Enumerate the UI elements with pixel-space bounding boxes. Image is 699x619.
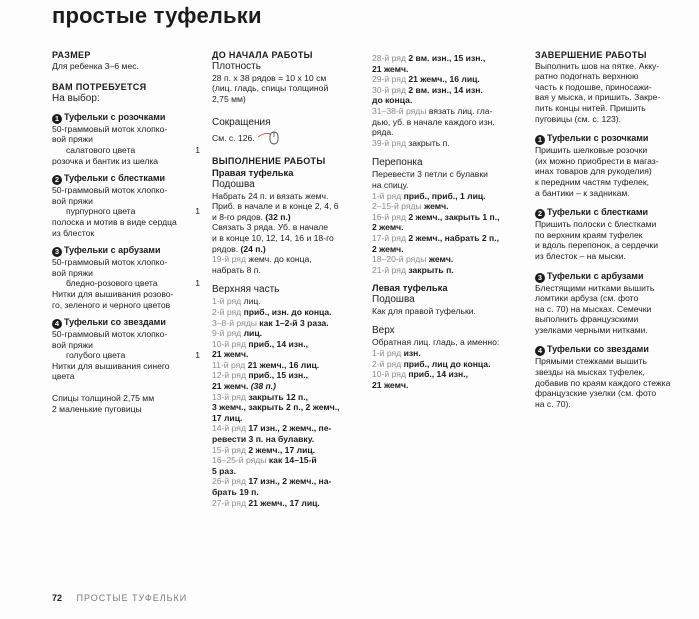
material-line: 50-граммовый моток хлопко-: [52, 185, 168, 196]
row-label: 16-й ряд: [372, 211, 406, 222]
instruction-line: [212, 212, 367, 223]
material-qty: 1: [195, 278, 200, 289]
instruction-text: жемч. до конца,: [245, 254, 312, 265]
left-shoe-heading: Левая туфелька: [372, 282, 448, 294]
variant-heading: [52, 173, 200, 185]
instruction-bold: приб., лиц до конца.: [401, 358, 491, 369]
density-text: [212, 73, 367, 105]
column-continued: [372, 53, 522, 390]
abbr-line: [212, 129, 367, 145]
variant-heading: [535, 344, 683, 356]
size-text: Для ребенка 3–6 мес.: [52, 60, 139, 71]
right-shoe-heading: Правая туфелька: [212, 166, 294, 178]
material-qty: 1: [195, 206, 200, 217]
material-color: бледно-розового цвета: [66, 278, 158, 289]
work-heading: ВЫПОЛНЕНИЕ РАБОТЫ: [212, 156, 326, 167]
instruction-text: рядов.: [212, 243, 241, 254]
instruction-line: [372, 106, 522, 117]
extra-line: Спицы толщиной 2,75 мм: [52, 393, 155, 404]
instruction-bold: как 14–15-й: [266, 455, 317, 466]
finish-variant-line: Пришить полоски с блестками: [535, 219, 657, 230]
instruction-bold: 5 раз.: [212, 465, 236, 476]
instruction-line: [372, 53, 522, 64]
row-label: 10-й ряд: [372, 369, 406, 380]
instruction-line: [212, 381, 367, 392]
instruction-text: и в конце 10, 12, 14, 16 и 18-го: [212, 232, 334, 243]
abbr-subheading: Сокращения: [212, 117, 271, 129]
variant-name: Туфельки с арбузами: [64, 245, 161, 256]
instruction-line: [372, 191, 522, 202]
instruction-text: Набрать 24 п. и вязать жемч.: [212, 190, 329, 201]
instruction-line: [212, 487, 367, 498]
material-line: вой пряжи: [52, 134, 93, 145]
finish-text: [535, 61, 683, 125]
number-badge-icon: 1: [52, 114, 62, 124]
strap-subheading: Перепонка: [372, 157, 423, 169]
variant-name: Туфельки с розочками: [64, 111, 166, 122]
instruction-bold: (24 п.): [240, 243, 266, 254]
instruction-line: [372, 95, 522, 106]
instruction-bold: закрыть 12 п.,: [245, 391, 308, 402]
finish-heading: ЗАВЕРШЕНИЕ РАБОТЫ: [535, 50, 647, 60]
finish-line: пить концы нитей. Пришить: [535, 102, 646, 113]
instruction-line: [372, 222, 522, 233]
finish-variant-line: по верхним краям туфелек: [535, 229, 643, 240]
instruction-text: закрыть п.: [405, 137, 450, 148]
instruction-line: [212, 349, 367, 360]
upper-subheading: Верхняя часть: [212, 284, 280, 296]
instruction-bold: 21 жемч., 16 лиц.: [245, 359, 320, 370]
material-line: полоска и мотив в виде сердца: [52, 216, 177, 227]
row-label: 11-й ряд: [212, 359, 246, 370]
finish-variant-line: (их можно приобрести в магаз-: [535, 155, 659, 166]
instruction-bold: 2 вм. изн., 15 изн.,: [405, 53, 486, 63]
density-line: 28 п. х 38 рядов = 10 х 10 см: [212, 72, 327, 83]
left-sole-subheading: Подошва: [372, 293, 415, 305]
variant-name: Туфельки с блестками: [547, 207, 649, 218]
row-label: 16–25-й ряды: [212, 455, 267, 466]
row-label: 13-й ряд: [212, 391, 246, 402]
row-label: 29-й ряд: [372, 74, 406, 85]
size-heading: РАЗМЕР: [52, 50, 91, 60]
instruction-bold: приб., изн. до конца.: [241, 306, 332, 317]
number-badge-icon: 3: [52, 247, 62, 257]
upper-continued: [372, 53, 522, 148]
instruction-line: [212, 222, 367, 233]
strap-instructions: [372, 169, 522, 275]
finish-variants: [535, 133, 683, 409]
row-label: 31–38-й ряды: [372, 105, 427, 116]
finish-variant-line: на с. 70) на мысках. Семечки: [535, 303, 652, 314]
number-badge-icon: 1: [535, 135, 545, 145]
need-heading: ВАМ ПОТРЕБУЕТСЯ: [52, 82, 147, 93]
variant-heading: [52, 112, 200, 124]
row-label: 3–8-й ряды: [212, 317, 257, 328]
instruction-bold: приб., 15 изн.,: [245, 370, 309, 381]
instruction-bold: закрыть п.: [405, 264, 454, 275]
stitch-count: (38 п.): [250, 381, 277, 392]
instruction-bold: приб., приб., 1 лиц.: [401, 190, 486, 201]
finish-variant-line: к передним частям туфелек,: [535, 176, 649, 187]
abbr-text: См. с. 126.: [212, 133, 255, 144]
instruction-bold: 17 изн., 2 жемч., пе-: [245, 423, 332, 434]
finish-variant-line: добавив по краям каждого стежка: [535, 377, 671, 388]
instruction-bold: жемч.: [426, 254, 454, 265]
page-footer: [52, 593, 187, 603]
material-row: [52, 145, 200, 156]
instruction-bold: 3 жемч., закрыть 2 п., 2 жемч.,: [212, 402, 340, 413]
instruction-line: [212, 360, 367, 371]
row-label: 39-й ряд: [372, 137, 406, 148]
material-line: 50-граммовый моток хлопко-: [52, 257, 168, 268]
row-label: 2-й ряд: [372, 358, 402, 369]
finish-variant-line: а бантики – к задникам.: [535, 187, 630, 198]
material-color: салатового цвета: [66, 144, 136, 155]
row-label: 17-й ряд: [372, 232, 406, 243]
number-badge-icon: 4: [535, 346, 545, 356]
finish-variant-line: французские узелки (см. фото: [535, 388, 657, 399]
instruction-text: и 8-го рядов.: [212, 211, 266, 222]
variant-name: Туфельки с розочками: [547, 133, 649, 144]
extra-materials: [52, 393, 200, 414]
material-line: вой пряжи: [52, 339, 93, 350]
instruction-bold: 21 жемч.: [372, 379, 409, 390]
instruction-line: [372, 359, 522, 370]
instruction-line: [212, 392, 367, 403]
instruction-bold: приб., 14 изн.,: [245, 338, 309, 349]
instruction-line: [212, 413, 367, 424]
instruction-line: [372, 212, 522, 223]
finish-variant-line: Блестящими нитками вышить: [535, 282, 655, 293]
finish-line: ратно подогнать верхнюю: [535, 71, 639, 82]
instruction-line: [212, 191, 367, 202]
instruction-bold: жемч.: [421, 201, 449, 212]
instruction-line: [212, 296, 367, 307]
finish-variant-line: звезды на мысках туфелек,: [535, 367, 645, 378]
instruction-bold: ревести 3 п. на булавку.: [212, 434, 315, 445]
variant-heading: [535, 207, 683, 219]
row-label: 30-й ряд: [372, 84, 406, 95]
instruction-bold: изн.: [401, 348, 421, 359]
row-label: 1-й ряд: [212, 296, 242, 307]
instruction-line: [372, 265, 522, 276]
instruction-line: [212, 318, 367, 329]
material-qty: 1: [195, 350, 200, 361]
column-finishing: [535, 50, 683, 409]
variant-name: Туфельки со звездами: [547, 344, 649, 355]
instruction-bold: 21 жемч., 17 лиц.: [245, 497, 320, 508]
instruction-line: [372, 138, 522, 149]
instruction-line: [372, 64, 522, 75]
finish-variant-line: ломтики арбуза (см. фото: [535, 293, 639, 304]
variant-name: Туфельки с арбузами: [547, 270, 644, 281]
before-heading: ДО НАЧАЛА РАБОТЫ: [212, 50, 313, 60]
finish-variant-line: инах товаров для рукоделия): [535, 166, 652, 177]
instruction-text: дью, уб. в начале каждого изн.: [372, 116, 495, 127]
row-label: 18–20-й ряды: [372, 254, 427, 265]
number-badge-icon: 4: [52, 319, 62, 329]
instruction-bold: 2 жемч.: [372, 243, 404, 254]
footer-title: ПРОСТЫЕ ТУФЕЛЬКИ: [76, 593, 188, 603]
left-sole-text: Как для правой туфельки.: [372, 305, 476, 316]
finish-variant-line: на с. 70).: [535, 398, 571, 409]
instruction-bold: 2 жемч., закрыть 1 п.,: [405, 211, 500, 222]
instruction-bold: 17 лиц.: [212, 412, 243, 423]
sole-instructions: [212, 191, 367, 276]
variant-heading: [52, 317, 200, 329]
instruction-text: на спицу.: [372, 179, 409, 190]
row-label: 12-й ряд: [212, 370, 246, 381]
density-line: 2,75 мм): [212, 93, 246, 104]
material-row: [52, 350, 200, 361]
number-badge-icon: 3: [535, 273, 545, 283]
instruction-line: [212, 466, 367, 477]
instruction-line: [212, 339, 367, 350]
instruction-bold: 2 жемч., набрать 2 п.,: [405, 232, 499, 243]
page-number: 72: [52, 593, 63, 603]
instruction-text: вязать лиц. гла-: [426, 105, 493, 116]
instruction-line: [372, 127, 522, 138]
instruction-line: [372, 85, 522, 96]
row-label: 15-й ряд: [212, 444, 246, 455]
instruction-line: [212, 402, 367, 413]
material-line: го, зеленого и черного цветов: [52, 299, 171, 310]
material-line: вой пряжи: [52, 195, 93, 206]
instruction-bold: 17 изн., 2 жемч., на-: [245, 476, 332, 487]
sole-subheading: Подошва: [212, 178, 255, 190]
instruction-line: [372, 201, 522, 212]
material-line: вой пряжи: [52, 267, 93, 278]
material-line: 50-граммовый моток хлопко-: [52, 329, 168, 340]
instruction-text: Перевести 3 петли с булавки: [372, 169, 488, 180]
instruction-line: [212, 233, 367, 244]
finish-line: вая у мыска, и пришить. Закре-: [535, 92, 661, 103]
finish-line: часть к подошве, приносажи-: [535, 81, 652, 92]
material-color: голубого цвета: [66, 350, 126, 361]
material-line: из блесток: [52, 227, 95, 238]
column-before-work: [212, 50, 367, 508]
number-badge-icon: 2: [52, 175, 62, 185]
instruction-bold: до конца.: [372, 95, 413, 106]
variant-heading: [535, 133, 683, 145]
instruction-line: [372, 180, 522, 191]
instruction-bold: приб., 14 изн.,: [405, 369, 469, 380]
row-label: 21-й ряд: [372, 264, 406, 275]
row-label: 10-й ряд: [212, 338, 246, 349]
density-subheading: Плотность: [212, 60, 261, 72]
variant-heading: [52, 245, 200, 257]
instruction-line: [372, 233, 522, 244]
mouse-cursor-icon: [258, 129, 282, 145]
instruction-bold: брать 19 п.: [212, 487, 259, 497]
finish-line: Выполнить шов на пятке. Акку-: [535, 60, 660, 71]
instruction-bold: 21 жемч.: [372, 63, 409, 74]
material-line: розочка и бантик из шелка: [52, 155, 159, 166]
instruction-line: [372, 369, 522, 380]
column-materials: [52, 50, 200, 414]
instruction-bold: 2 вм. изн., 14 изн.: [405, 84, 483, 95]
need-subheading: На выбор:: [52, 92, 100, 104]
row-label: 9-й ряд: [212, 328, 242, 339]
instruction-line: [372, 74, 522, 85]
instruction-line: [212, 265, 367, 276]
instruction-line: [212, 254, 367, 265]
material-color: пурпурного цвета: [66, 206, 136, 217]
instruction-bold: 21 жемч.: [212, 349, 249, 360]
instruction-text: Связать 3 ряда. Уб. в начале: [212, 222, 329, 233]
row-label: 2-й ряд: [212, 306, 242, 317]
material-line: 50-граммовый моток хлопко-: [52, 123, 168, 134]
top-subheading: Верх: [372, 325, 395, 337]
instruction-text: лиц.: [241, 296, 261, 307]
variant-heading: [535, 271, 683, 283]
finish-variant-line: и вдоль перепонок, а сердечки: [535, 240, 658, 251]
instruction-bold: 2 жемч., 17 лиц.: [245, 444, 316, 455]
row-label: 2–15-й ряды: [372, 201, 422, 212]
materials-list: [52, 112, 200, 382]
top-text: Обратная лиц. гладь, а именно:: [372, 337, 500, 348]
variant-name: Туфельки со звездами: [64, 317, 166, 328]
instruction-line: [372, 254, 522, 265]
material-line: Нитки для вышивания розово-: [52, 288, 174, 299]
instruction-line: [212, 307, 367, 318]
number-badge-icon: 2: [535, 209, 545, 219]
instruction-line: [212, 201, 367, 212]
finish-variant-line: узелками черными нитками.: [535, 324, 648, 335]
row-label: 19-й ряд: [212, 254, 246, 265]
finish-variant-line: Прямыми стежками вышить: [535, 356, 647, 367]
variant-name: Туфельки с блестками: [64, 173, 166, 184]
instruction-line: [372, 348, 522, 359]
instruction-line: [212, 328, 367, 339]
material-row: [52, 278, 200, 289]
instruction-line: [372, 244, 522, 255]
instruction-bold: 2 жемч.: [372, 222, 404, 233]
finish-line: пуговицы (см. с. 123).: [535, 113, 622, 124]
instruction-line: [212, 476, 367, 487]
instruction-line: [212, 434, 367, 445]
row-label: 14-й ряд: [212, 423, 246, 434]
instruction-line: [212, 244, 367, 255]
row-label: 1-й ряд: [372, 348, 402, 359]
density-line: (лиц. гладь, спицы толщиной: [212, 83, 329, 94]
instruction-line: [372, 380, 522, 391]
instruction-bold: 21 жемч., 16 лиц.: [405, 74, 480, 85]
instruction-line: [212, 423, 367, 434]
instruction-text: набрать 8 п.: [212, 264, 261, 275]
instruction-text: ряда.: [372, 127, 394, 138]
instruction-line: [212, 445, 367, 456]
row-label: 27-й ряд: [212, 497, 246, 508]
top-instructions: [372, 348, 522, 390]
finish-variant-line: из блесток – на мыски.: [535, 250, 626, 261]
material-row: [52, 206, 200, 217]
instruction-bold: 21 жемч.: [212, 381, 251, 392]
row-label: 28-й ряд: [372, 53, 406, 63]
material-qty: 1: [195, 144, 200, 155]
upper-instructions: [212, 296, 367, 508]
row-label: 1-й ряд: [372, 190, 402, 201]
instruction-bold: лиц.: [241, 328, 262, 339]
page-title: простые туфельки: [52, 3, 262, 28]
material-line: Нитки для вышивания синего: [52, 360, 170, 371]
instruction-line: [212, 370, 367, 381]
row-label: 26-й ряд: [212, 476, 246, 487]
extra-line: 2 маленькие пуговицы: [52, 403, 142, 414]
instruction-line: [372, 117, 522, 128]
instruction-line: [372, 169, 522, 180]
finish-variant-line: выполнить французскими: [535, 314, 639, 325]
instruction-bold: как 1–2-й 3 раза.: [256, 317, 329, 328]
instruction-text: Приб. в начале и в конце 2, 4, 6: [212, 201, 339, 212]
finish-variant-line: Пришить шелковые розочки: [535, 145, 648, 156]
instruction-line: [212, 498, 367, 509]
instruction-line: [212, 455, 367, 466]
instruction-bold: (32 п.): [265, 211, 291, 222]
material-line: цвета: [52, 371, 75, 382]
